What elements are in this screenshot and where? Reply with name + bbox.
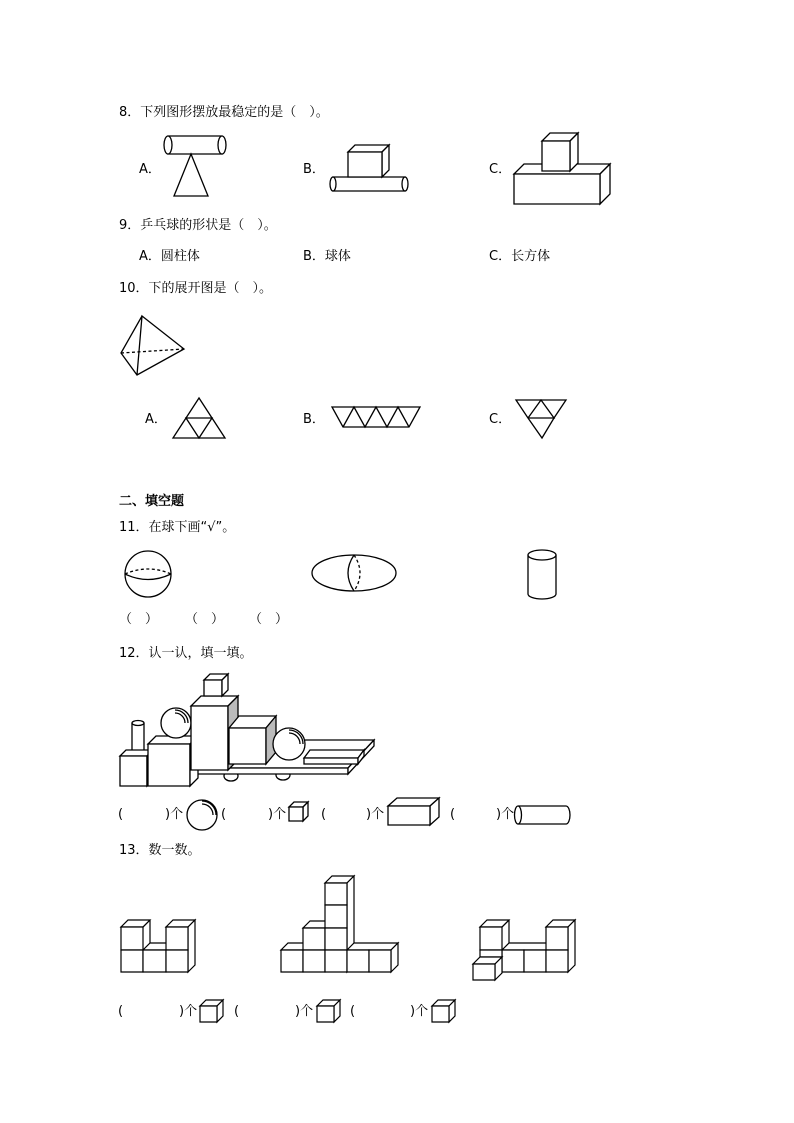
- q9-option-a[interactable]: A．圆柱体: [139, 249, 200, 264]
- q13-stem: 13．数一数。: [119, 843, 201, 858]
- q13-unit-1: )个: [179, 1004, 198, 1019]
- q13-open-paren-3[interactable]: (: [350, 1004, 356, 1019]
- net-a-triangle-figure: [171, 396, 227, 440]
- net-b-strip-figure: [330, 405, 422, 429]
- q13-open-paren-2[interactable]: (: [234, 1004, 240, 1019]
- q8-option-c-label[interactable]: C．: [489, 162, 512, 177]
- q11-stem: 11．在球下画“√”。: [119, 520, 236, 535]
- q13-open-paren-1[interactable]: (: [118, 1004, 124, 1019]
- sphere-icon: [185, 798, 219, 832]
- shapes-train-figure: [118, 670, 380, 790]
- q12-stem: 12．认一认，填一填。: [119, 646, 253, 661]
- cube-on-cylinder-figure: [326, 142, 410, 194]
- q13-unit-2: )个: [295, 1004, 314, 1019]
- q10-option-c-label[interactable]: C．: [489, 412, 512, 427]
- q12-open-paren-sphere[interactable]: (: [118, 807, 124, 822]
- cuboid-icon: [386, 796, 442, 828]
- q12-unit-cylinder: )个: [496, 807, 515, 822]
- q11-blank-3[interactable]: （ ）: [249, 612, 289, 627]
- net-c-figure: [514, 398, 568, 440]
- q9-option-c[interactable]: C．长方体: [489, 249, 551, 264]
- q9-stem: 9．乒乓球的形状是（ ）。: [119, 218, 277, 233]
- q8-option-b-label[interactable]: B．: [303, 162, 325, 177]
- cylinder-on-triangle-figure: [160, 132, 230, 198]
- cube-icon: [287, 800, 311, 824]
- q12-open-paren-cube[interactable]: (: [221, 807, 227, 822]
- q11-blank-1[interactable]: （ ）: [119, 612, 159, 627]
- cube-stack-figure-2: [278, 872, 406, 976]
- q9-option-b[interactable]: B．球体: [303, 249, 351, 264]
- cube-stack-figure-1: [118, 914, 202, 976]
- q12-open-paren-cuboid[interactable]: (: [321, 807, 327, 822]
- cube-icon: [198, 998, 226, 1024]
- cylinder-icon: [514, 804, 572, 826]
- cube-on-box-figure: [512, 130, 612, 206]
- section-title-fill-in: 二、填空题: [119, 494, 185, 509]
- cube-icon: [430, 998, 458, 1024]
- ellipsoid-figure: [310, 553, 398, 593]
- q8-option-a-label[interactable]: A．: [139, 162, 161, 177]
- q8-stem: 8．下列图形摆放最稳定的是（ ）。: [119, 105, 329, 120]
- q12-open-paren-cylinder[interactable]: (: [450, 807, 456, 822]
- q10-option-b-label[interactable]: B．: [303, 412, 325, 427]
- q13-unit-3: )个: [410, 1004, 429, 1019]
- q12-unit-cuboid: )个: [366, 807, 385, 822]
- cylinder-figure: [526, 548, 558, 602]
- q10-stem: 10．下的展开图是（ ）。: [119, 281, 273, 296]
- q11-blank-2[interactable]: （ ）: [185, 612, 225, 627]
- q12-unit-cube: )个: [268, 807, 287, 822]
- cube-icon: [315, 998, 343, 1024]
- cube-stack-figure-3: [470, 914, 582, 984]
- sphere-figure: [123, 549, 173, 599]
- tetrahedron-figure: [119, 313, 189, 377]
- q10-option-a-label[interactable]: A．: [145, 412, 167, 427]
- q12-unit-sphere: )个: [165, 807, 184, 822]
